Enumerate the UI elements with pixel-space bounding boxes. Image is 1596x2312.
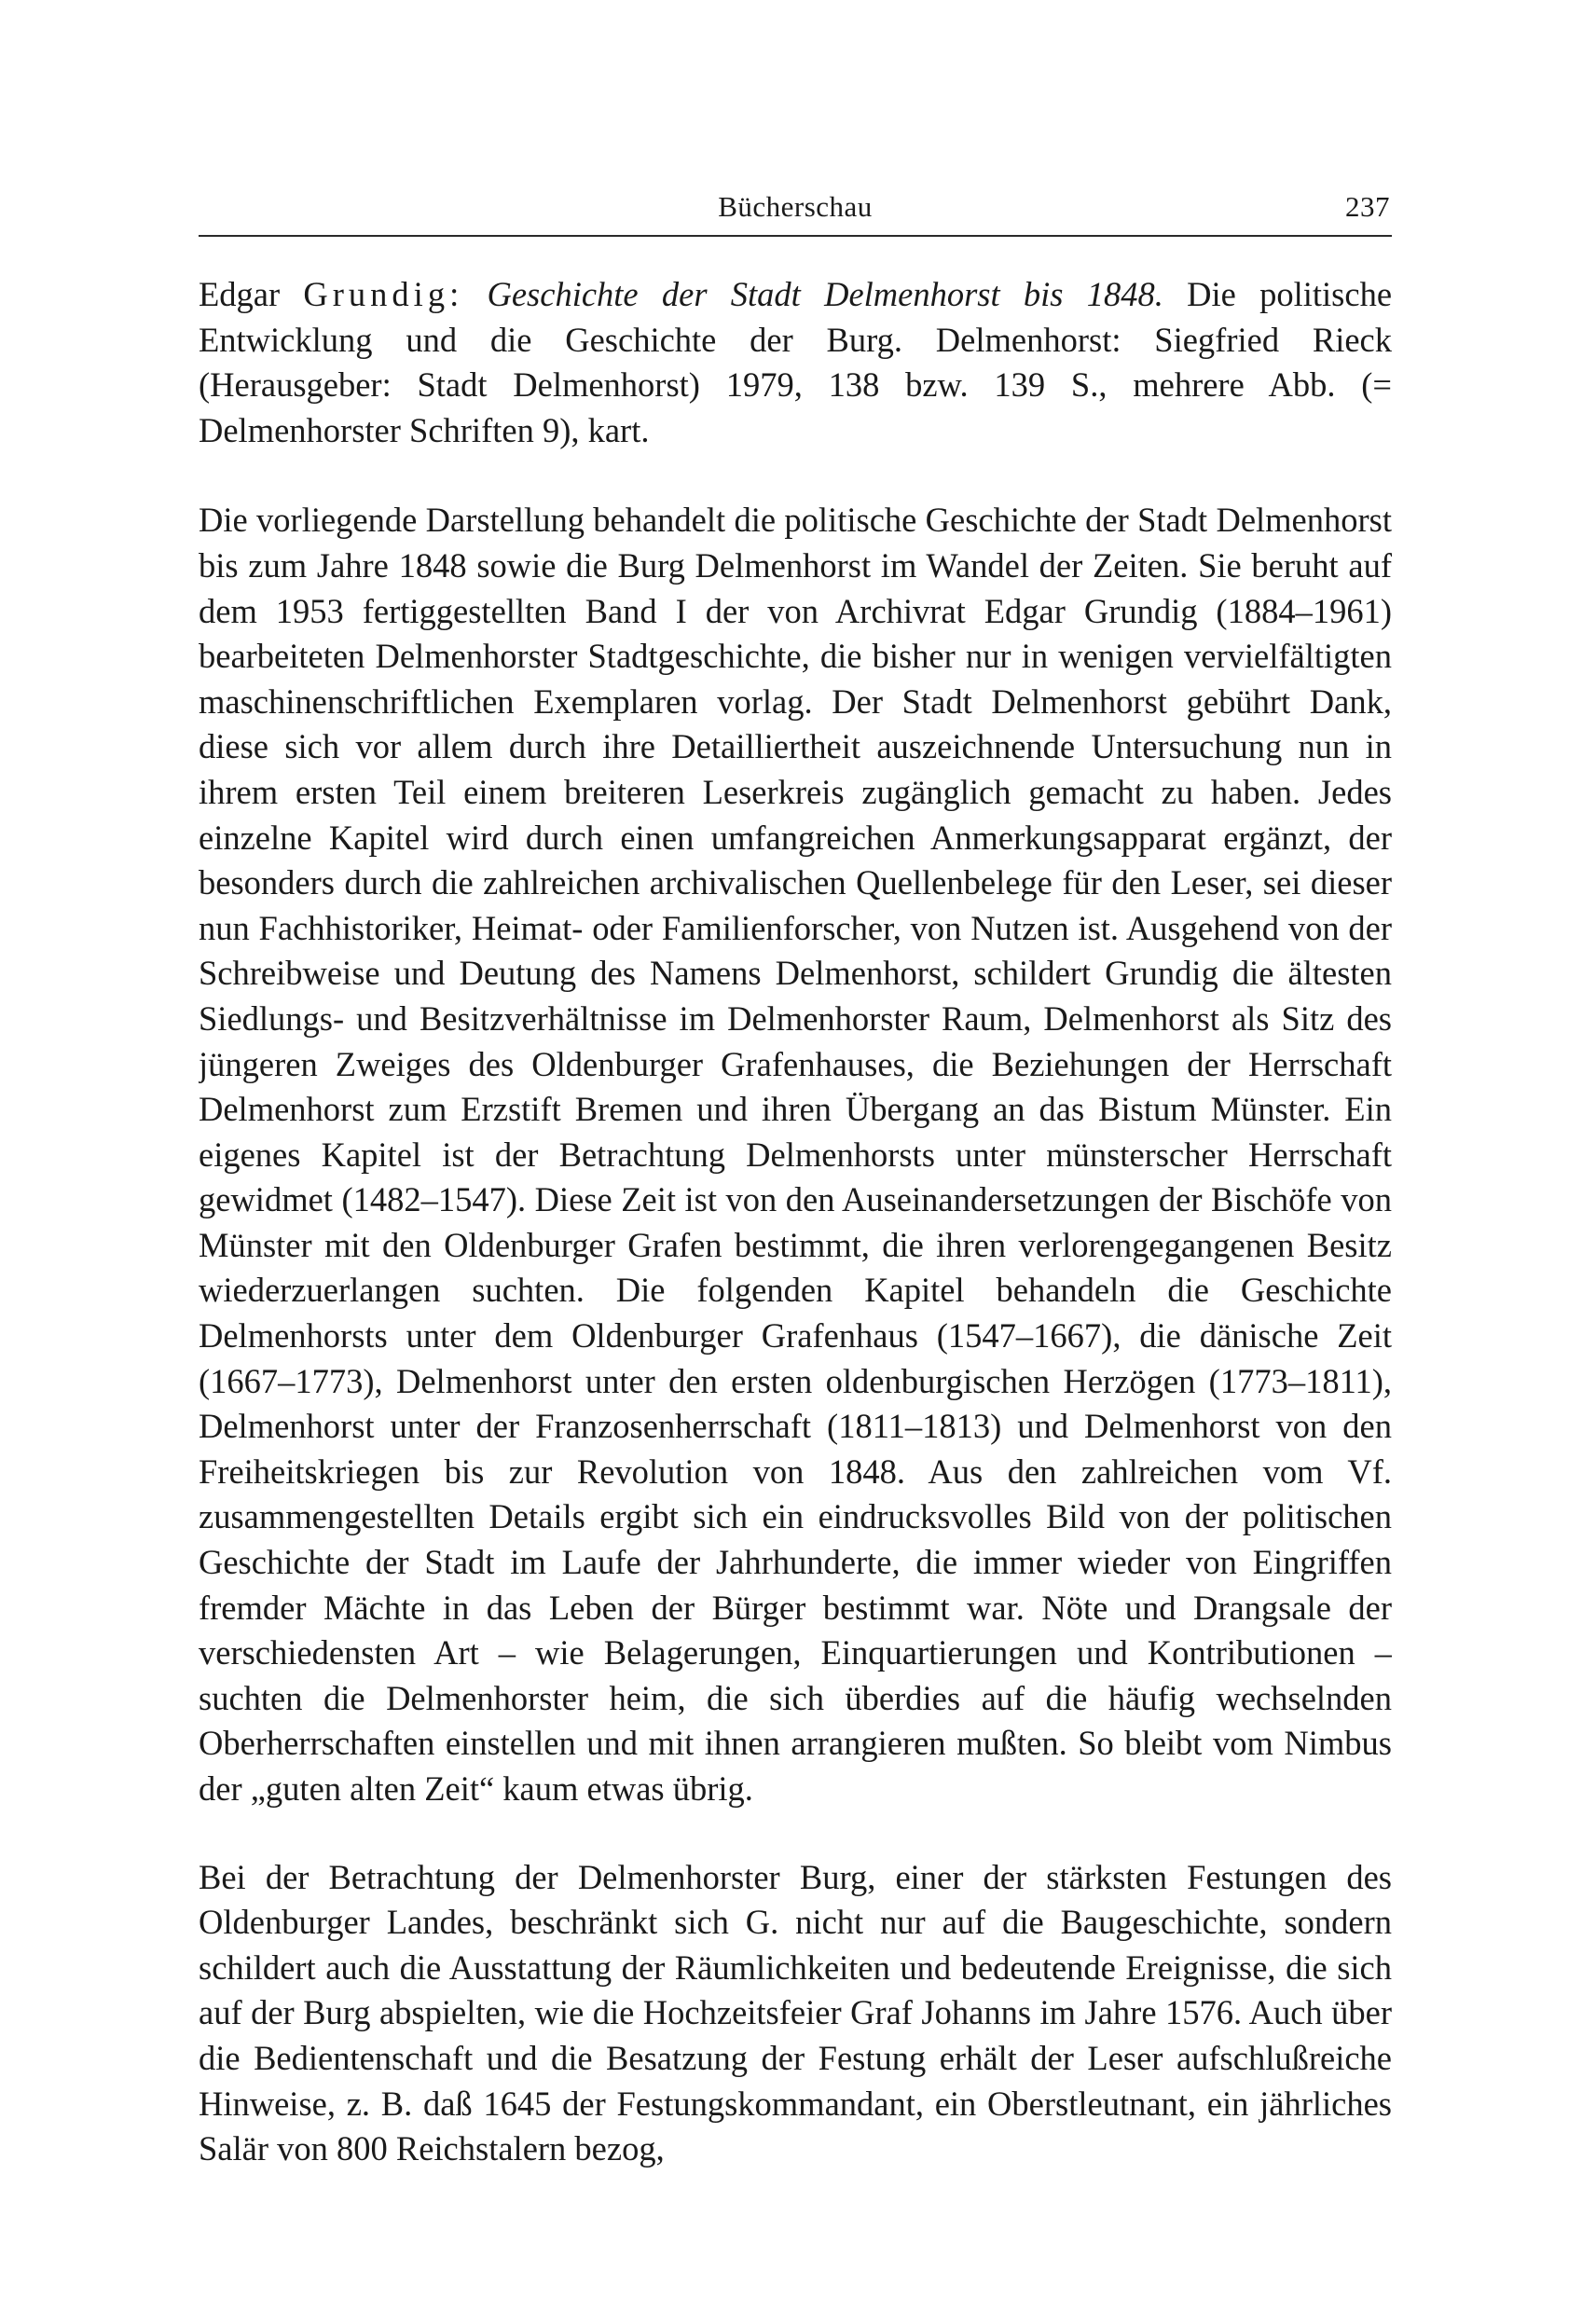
running-title: Bücherschau: [718, 190, 873, 223]
review-paragraph: Bei der Betrachtung der Delmenhorster Burg, einer der stärksten Festungen des Oldenburger Landes, beschränkt sich G. nicht nur auf die Baugeschichte, sondern schildert auch die Ausstattung der Räumlichkeiten und bedeutende Ereignisse, die sich auf der Burg abspielten, wie die Hochzeitsfeier Graf Johanns im Jahre 1576. Auch über die Bedientenschaft und die Besatzung der Festung erhält der Leser aufschlußreiche Hinweise, z. B. daß 1645 der Festungskommandant, ein Oberstleutnant, ein jährliches Salär von 800 Reichstalern bezog,: [199, 1857, 1392, 2168]
author-first-name: Edgar: [199, 275, 281, 313]
book-page: [199, 186, 1392, 2265]
bibliographic-details: Die politische Entwicklung und die Geschichte der Burg. Delmenhorst: Siegfried Rieck (Herausgeber: Stadt Delmenhorst) 1979, 138 bzw. 139 S., mehrere Abb. (= Delmenhorster Schriften 9), kart.: [199, 275, 1392, 449]
review-paragraph: Die vorliegende Darstellung behandelt die politische Geschichte der Stadt Delmenhorst bis zum Jahre 1848 sowie die Burg Delmenhorst im Wandel der Zeiten. Sie beruht auf dem 1953 fertiggestellten Band I der von Archivrat Edgar Grundig (1884–1961) bearbeiteten Delmenhorster Stadtgeschichte, die bisher nur in wenigen vervielfältigten maschinenschriftlichen Exemplaren vorlag. Der Stadt Delmenhorst gebührt Dank, diese sich vor allem durch ihre Detailliertheit auszeichnende Untersuchung nun in ihrem ersten Teil einem breiteren Leserkreis zugänglich gemacht zu haben. Jedes einzelne Kapitel wird durch einen umfangreichen Anmerkungsapparat ergänzt, der besonders durch die zahlreichen archivalischen Quellenbelege für den Leser, sei dieser nun Fachhistoriker, Heimat- oder Familienforscher, von Nutzen ist. Ausgehend von der Schreibweise und Deutung des Namens Delmenhorst, schildert Grundig die ältesten Siedlungs- und Besitzverhältnisse im Delmenhorster Raum, Delmenhorst als Sitz des jüngeren Zweiges des Oldenburger Grafenhauses, die Beziehungen der Herrschaft Delmenhorst zum Erzstift Bremen und ihren Übergang an das Bistum Münster. Ein eigenes Kapitel ist der Betrachtung Delmenhorsts unter münsterscher Herrschaft gewidmet (1482–1547). Diese Zeit ist von den Auseinandersetzungen der Bischöfe von Münster mit den Oldenburger Grafen bestimmt, die ihren verlorengegangenen Besitz wiederzuerlangen suchten. Die folgenden Kapitel behandeln die Geschichte Delmenhorsts unter dem Oldenburger Grafenhaus (1547–1667), die dänische Zeit (1667–1773), Delmenhorst unter den ersten oldenburgischen Herzögen (1773–1811), Delmenhorst unter der Franzosenherrschaft (1811–1813) und Delmenhorst von den Freiheitskriegen bis zur Revolution von 1848. Aus den zahlreichen vom Vf. zusammengestellten Details ergibt sich ein eindrucksvolles Bild von der politischen Geschichte der Stadt im Laufe der Jahrhunderte, die immer wieder von Eingriffen fremder Mächte in das Leben der Bürger bestimmt war. Nöte und Drangsale der verschiedensten Art – wie Belagerungen, Einquartierungen und Kontributionen – suchten die Delmenhorster heim, die sich überdies auf die häufig wechselnden Oberherrschaften einstellen und mit ihnen arrangieren mußten. So bleibt vom Nimbus der „guten alten Zeit“ kaum etwas übrig.: [199, 501, 1392, 1808]
page-number: 237: [1345, 190, 1390, 223]
bibliographic-entry: [199, 272, 1392, 453]
running-header: [199, 186, 1392, 237]
author-last-name: Grundig:: [303, 275, 464, 313]
book-title: Geschichte der Stadt Delmenhorst bis 1848.: [487, 275, 1163, 313]
